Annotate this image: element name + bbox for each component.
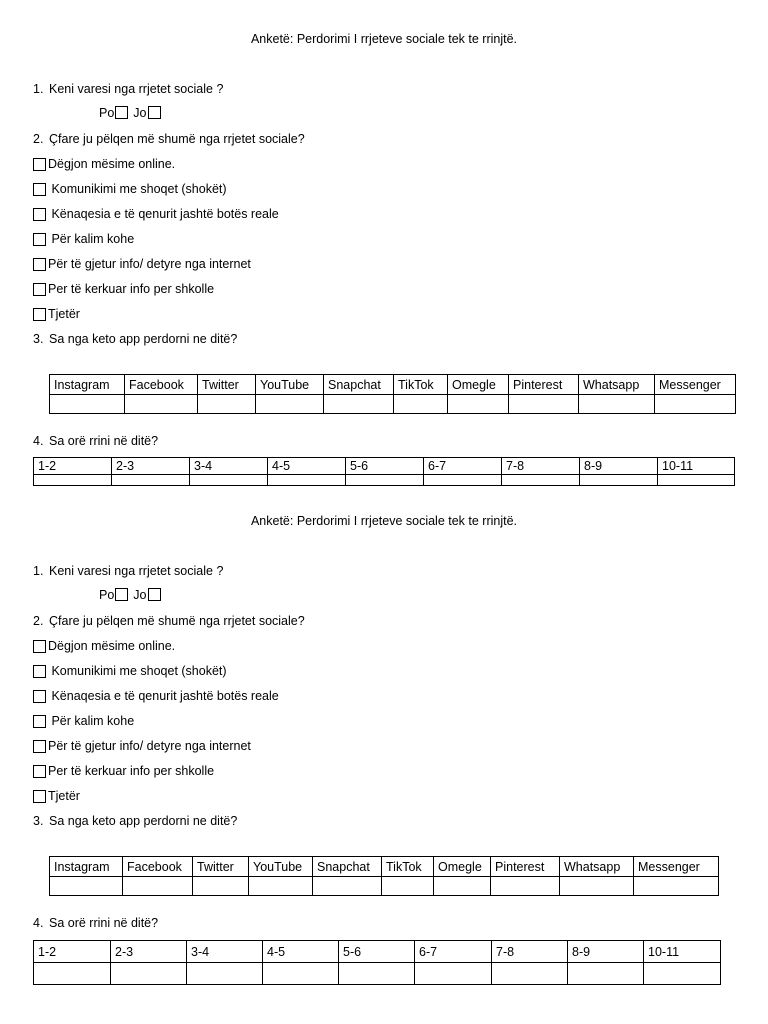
question-number: 2. xyxy=(33,132,44,146)
answer-cell[interactable] xyxy=(111,963,187,985)
app-header-cell: Snapchat xyxy=(324,375,394,395)
question-number: 1. xyxy=(33,82,44,96)
question-number: 1. xyxy=(33,564,44,578)
question-text: Keni varesi nga rrjetet sociale ? xyxy=(49,82,224,96)
hours-header-cell: 8-9 xyxy=(580,458,658,475)
option-checkbox[interactable] xyxy=(33,790,46,803)
question-number: 2. xyxy=(33,614,44,628)
survey-form-1 xyxy=(0,0,768,500)
question-2 xyxy=(33,614,305,628)
app-header-cell: TikTok xyxy=(382,857,434,877)
yes-no-answer xyxy=(99,588,166,602)
app-header-cell: Whatsapp xyxy=(579,375,655,395)
option-checkbox[interactable] xyxy=(33,765,46,778)
option-label: Komunikimi me shoqet (shokët) xyxy=(48,664,227,678)
option-checkbox[interactable] xyxy=(33,640,46,653)
app-header-cell: YouTube xyxy=(249,857,313,877)
yes-checkbox[interactable] xyxy=(115,106,128,119)
yes-checkbox[interactable] xyxy=(115,588,128,601)
answer-cell[interactable] xyxy=(448,395,509,414)
hours-header-cell: 4-5 xyxy=(268,458,346,475)
hours-header-cell: 8-9 xyxy=(568,941,644,963)
hours-header-cell: 2-3 xyxy=(111,941,187,963)
answer-cell[interactable] xyxy=(560,877,634,896)
no-checkbox[interactable] xyxy=(148,588,161,601)
option-label: Dëgjon mësime online. xyxy=(48,639,176,653)
apps-answer-row xyxy=(50,877,719,896)
question-text: Sa nga keto app perdorni ne ditë? xyxy=(49,332,238,346)
app-header-cell: Pinterest xyxy=(509,375,579,395)
apps-header-row xyxy=(50,857,719,877)
yes-no-answer xyxy=(99,106,166,120)
option-label: Tjetër xyxy=(48,307,80,321)
option-online-lessons[interactable] xyxy=(33,639,175,653)
apps-header-row xyxy=(50,375,736,395)
option-label: Për kalim kohe xyxy=(48,232,135,246)
hours-header-cell: 7-8 xyxy=(502,458,580,475)
hours-header-cell: 10-11 xyxy=(644,941,721,963)
app-header-cell: Omegle xyxy=(434,857,491,877)
question-text: Çfare ju pëlqen më shumë nga rrjetet sociale? xyxy=(49,614,305,628)
answer-cell[interactable] xyxy=(313,877,382,896)
option-checkbox[interactable] xyxy=(33,715,46,728)
option-label: Per të kerkuar info per shkolle xyxy=(48,282,215,296)
apps-table xyxy=(49,374,736,414)
question-3 xyxy=(33,332,237,346)
question-1 xyxy=(33,82,223,96)
answer-cell[interactable] xyxy=(509,395,579,414)
option-checkbox[interactable] xyxy=(33,183,46,196)
app-header-cell: Facebook xyxy=(123,857,193,877)
question-text: Sa orë rrini në ditë? xyxy=(49,434,159,448)
answer-cell[interactable] xyxy=(256,395,324,414)
hours-header-cell: 4-5 xyxy=(263,941,339,963)
answer-cell[interactable] xyxy=(491,877,560,896)
answer-cell[interactable] xyxy=(579,395,655,414)
app-header-cell: Twitter xyxy=(198,375,256,395)
answer-cell[interactable] xyxy=(339,963,415,985)
no-checkbox[interactable] xyxy=(148,106,161,119)
answer-cell[interactable] xyxy=(187,963,263,985)
answer-cell[interactable] xyxy=(415,963,492,985)
question-text: Çfare ju pëlqen më shumë nga rrjetet sociale? xyxy=(49,132,305,146)
app-header-cell: Facebook xyxy=(125,375,198,395)
answer-cell[interactable] xyxy=(50,395,125,414)
option-escape-reality[interactable] xyxy=(33,689,279,703)
answer-cell[interactable] xyxy=(434,877,491,896)
hours-header-cell: 7-8 xyxy=(492,941,568,963)
answer-cell[interactable] xyxy=(123,877,193,896)
answer-cell[interactable] xyxy=(50,877,123,896)
hours-header-cell: 6-7 xyxy=(424,458,502,475)
option-school-info[interactable] xyxy=(33,282,214,296)
option-label: Për të gjetur info/ detyre nga internet xyxy=(48,257,251,271)
question-2 xyxy=(33,132,305,146)
survey-title: Anketë: Perdorimi I rrjeteve sociale tek te rrinjtë. xyxy=(250,32,518,46)
question-number: 3. xyxy=(33,332,44,346)
hours-table xyxy=(33,940,721,985)
question-4 xyxy=(33,434,158,448)
option-school-info[interactable] xyxy=(33,764,214,778)
answer-cell[interactable] xyxy=(263,963,339,985)
apps-answer-row xyxy=(50,395,736,414)
survey-form-2 xyxy=(0,482,768,982)
app-header-cell: Messenger xyxy=(655,375,736,395)
option-other[interactable] xyxy=(33,789,80,803)
question-text: Sa nga keto app perdorni ne ditë? xyxy=(49,814,238,828)
option-label: Tjetër xyxy=(48,789,80,803)
option-escape-reality[interactable] xyxy=(33,207,279,221)
option-checkbox[interactable] xyxy=(33,740,46,753)
option-find-info[interactable] xyxy=(33,739,251,753)
app-header-cell: TikTok xyxy=(394,375,448,395)
hours-header-cell: 3-4 xyxy=(187,941,263,963)
answer-cell[interactable] xyxy=(492,963,568,985)
option-communication[interactable] xyxy=(33,182,227,196)
answer-cell[interactable] xyxy=(193,877,249,896)
option-label: Per të kerkuar info per shkolle xyxy=(48,764,215,778)
option-checkbox[interactable] xyxy=(33,665,46,678)
option-checkbox[interactable] xyxy=(33,258,46,271)
answer-cell[interactable] xyxy=(198,395,256,414)
hours-header-row xyxy=(34,458,735,475)
app-header-cell: Twitter xyxy=(193,857,249,877)
app-header-cell: Instagram xyxy=(50,375,125,395)
answer-cell[interactable] xyxy=(125,395,198,414)
option-checkbox[interactable] xyxy=(33,158,46,171)
app-header-cell: Omegle xyxy=(448,375,509,395)
hours-header-cell: 10-11 xyxy=(658,458,735,475)
option-label: Për të gjetur info/ detyre nga internet xyxy=(48,739,251,753)
option-label: Dëgjon mësime online. xyxy=(48,157,176,171)
option-online-lessons[interactable] xyxy=(33,157,175,171)
question-4 xyxy=(33,916,158,930)
hours-header-cell: 5-6 xyxy=(339,941,415,963)
yes-label: Po xyxy=(99,106,115,120)
app-header-cell: YouTube xyxy=(256,375,324,395)
question-text: Sa orë rrini në ditë? xyxy=(49,916,159,930)
option-checkbox[interactable] xyxy=(33,283,46,296)
app-header-cell: Snapchat xyxy=(313,857,382,877)
answer-cell[interactable] xyxy=(324,395,394,414)
answer-cell[interactable] xyxy=(655,395,736,414)
answer-cell[interactable] xyxy=(634,877,719,896)
question-number: 4. xyxy=(33,916,44,930)
option-label: Për kalim kohe xyxy=(48,714,135,728)
option-other[interactable] xyxy=(33,307,80,321)
question-text: Keni varesi nga rrjetet sociale ? xyxy=(49,564,224,578)
no-label: Jo xyxy=(133,588,147,602)
question-number: 3. xyxy=(33,814,44,828)
hours-header-cell: 6-7 xyxy=(415,941,492,963)
app-header-cell: Instagram xyxy=(50,857,123,877)
option-checkbox[interactable] xyxy=(33,308,46,321)
option-checkbox[interactable] xyxy=(33,208,46,221)
hours-header-cell: 3-4 xyxy=(190,458,268,475)
survey-title: Anketë: Perdorimi I rrjeteve sociale tek te rrinjtë. xyxy=(250,514,518,528)
answer-cell[interactable] xyxy=(644,963,721,985)
hours-header-cell: 5-6 xyxy=(346,458,424,475)
question-1 xyxy=(33,564,223,578)
app-header-cell: Pinterest xyxy=(491,857,560,877)
hours-header-cell: 1-2 xyxy=(34,941,111,963)
option-communication[interactable] xyxy=(33,664,227,678)
option-checkbox[interactable] xyxy=(33,233,46,246)
option-find-info[interactable] xyxy=(33,257,251,271)
option-label: Kënaqesia e të qenurit jashtë botës reale xyxy=(48,207,279,221)
app-header-cell: Messenger xyxy=(634,857,719,877)
answer-cell[interactable] xyxy=(249,877,313,896)
option-label: Kënaqesia e të qenurit jashtë botës reale xyxy=(48,689,279,703)
hours-header-cell: 2-3 xyxy=(112,458,190,475)
option-pass-time[interactable] xyxy=(33,714,134,728)
question-number: 4. xyxy=(33,434,44,448)
answer-cell[interactable] xyxy=(382,877,434,896)
answer-cell[interactable] xyxy=(394,395,448,414)
answer-cell[interactable] xyxy=(568,963,644,985)
question-3 xyxy=(33,814,237,828)
no-label: Jo xyxy=(133,106,147,120)
hours-header-row xyxy=(34,941,721,963)
option-checkbox[interactable] xyxy=(33,690,46,703)
answer-cell[interactable] xyxy=(34,963,111,985)
hours-answer-row xyxy=(34,963,721,985)
apps-table xyxy=(49,856,719,896)
option-label: Komunikimi me shoqet (shokët) xyxy=(48,182,227,196)
yes-label: Po xyxy=(99,588,115,602)
hours-header-cell: 1-2 xyxy=(34,458,112,475)
option-pass-time[interactable] xyxy=(33,232,134,246)
app-header-cell: Whatsapp xyxy=(560,857,634,877)
